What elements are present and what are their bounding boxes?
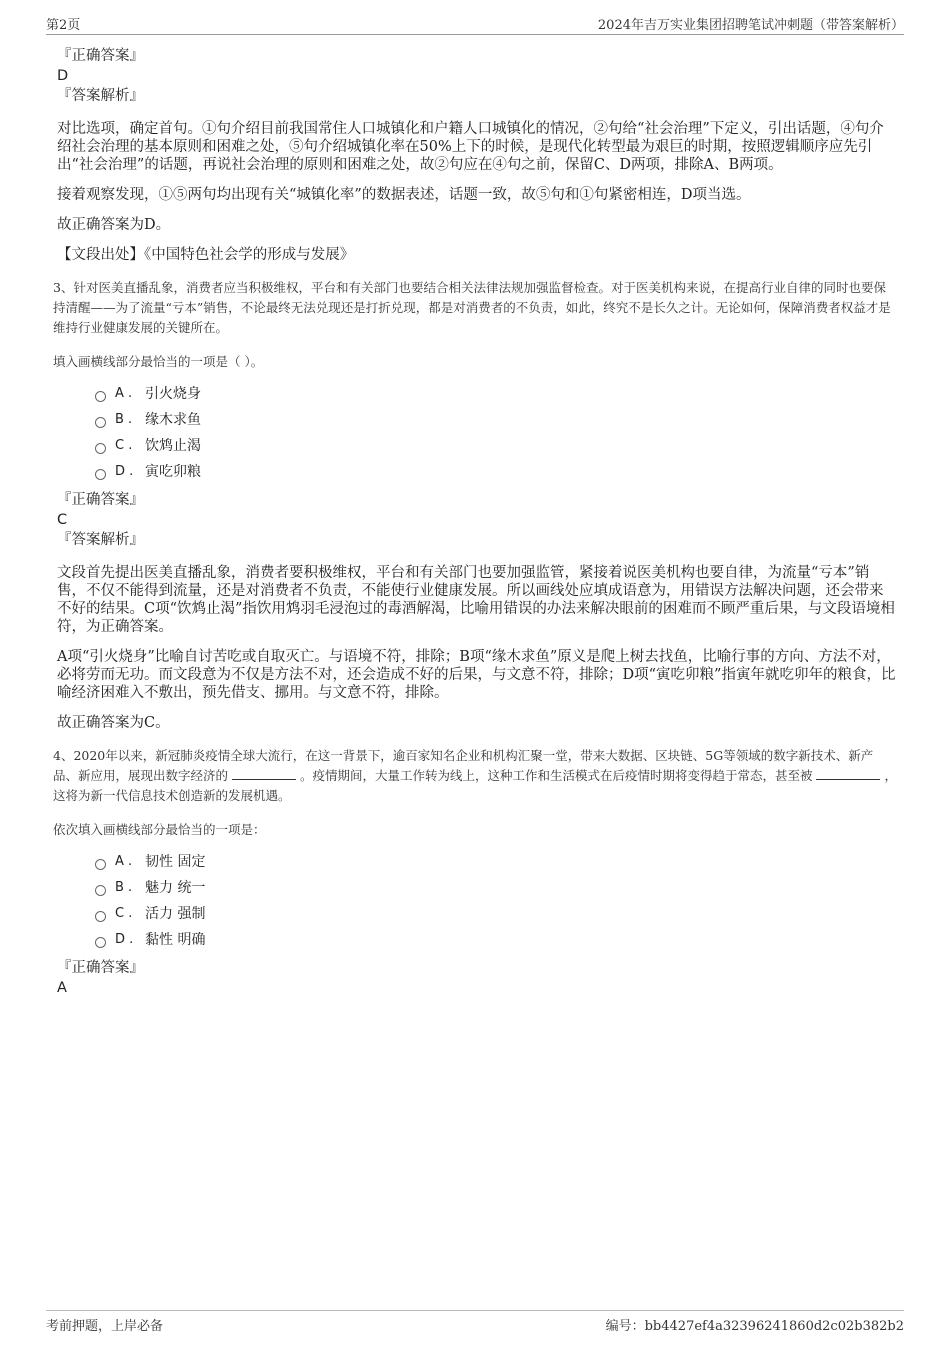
stem-part: ，这将为新一代信息技术创造新的发展机遇。	[53, 768, 897, 803]
option-text: 饮鸩止渴	[145, 438, 201, 454]
option-key: B .	[115, 879, 133, 895]
analysis-label: 『答案解析』	[57, 532, 144, 548]
option-b[interactable]	[95, 874, 897, 900]
option-text: 缘木求鱼	[145, 412, 201, 428]
analysis-paragraph: 文段首先提出医美直播乱象，消费者要积极维权，平台和有关部门也要加强监管，紧接着说医美机构也要自律，为流量“亏本”销售，不仅不能得到流量，还是对消费者不负责，不能使行业健康发展。所以画线处应填成语意为，用错误方法解决问题，还会带来不好的结果。C项“饮鸩止渴”指饮用鸩羽毛浸泡过的毒酒解渴，比喻用错误的办法来解决眼前的困难而不顾严重后果，与文段语境相符，为正确答案。	[57, 565, 895, 635]
options-list	[95, 380, 897, 484]
option-d[interactable]	[95, 926, 897, 952]
option-key: C .	[115, 437, 133, 453]
answer-value: D	[57, 68, 69, 84]
radio-icon[interactable]	[95, 417, 106, 428]
option-text: 黏性 明确	[145, 932, 206, 948]
option-b[interactable]	[95, 406, 897, 432]
radio-icon[interactable]	[95, 443, 106, 454]
option-text: 韧性 固定	[145, 854, 206, 870]
question-stem: 3、针对医美直播乱象，消费者应当积极维权，平台和有关部门也要结合相关法律法规加强监督检查。对于医美机构来说，在提高行业自律的同时也要保持清醒——为了流量“亏本”销售，不论最终无法兑现还是打折兑现，都是对消费者的不负责，如此，终究不是长久之计。无论如何，保障消费者权益才是维持行业健康发展的关键所在。	[53, 280, 891, 335]
analysis-label: 『答案解析』	[57, 88, 144, 104]
option-d[interactable]	[95, 458, 897, 484]
analysis-paragraph: 接着观察发现，①⑤两句均出现有关“城镇化率”的数据表述，话题一致，故⑤句和①句紧密相连，D项当选。	[57, 187, 751, 203]
option-text: 活力 强制	[145, 906, 206, 922]
answer-value: C	[57, 512, 68, 528]
fill-blank	[232, 767, 296, 780]
radio-icon[interactable]	[95, 859, 106, 870]
question-prompt: 依次填入画横线部分最恰当的一项是：	[53, 822, 266, 837]
radio-icon[interactable]	[95, 469, 106, 480]
fill-blank	[816, 767, 880, 780]
answer-label: 『正确答案』	[57, 48, 144, 64]
answer-value: A	[57, 980, 67, 996]
footer-slogan: 考前押题，上岸必备	[46, 1319, 164, 1334]
option-c[interactable]	[95, 432, 897, 458]
radio-icon[interactable]	[95, 937, 106, 948]
option-text: 寅吃卯粮	[145, 464, 201, 480]
radio-icon[interactable]	[95, 885, 106, 896]
answer-label: 『正确答案』	[57, 960, 144, 976]
analysis-paragraph: A项“引火烧身”比喻自讨苦吃或自取灭亡。与语境不符，排除；B项“缘木求鱼”原义是爬上树去找鱼，比喻行事的方向、方法不对，必将劳而无功。而文段意为不仅是方法不对，还会造成不好的后果，与文意不符，排除；D项“寅吃卯粮”指寅年就吃卯年的粮食，比喻经济困难入不敷出，预先借支、挪用。与文意不符，排除。	[57, 649, 896, 701]
option-key: A .	[115, 853, 133, 869]
question-prompt: 填入画横线部分最恰当的一项是（ ）。	[53, 354, 264, 369]
option-key: B .	[115, 411, 133, 427]
stem-part: 4、2020年以来，新冠肺炎疫情全球大流行，在这一背景下，逾百家知名企业和机构汇聚一堂，带来大数据、区块链、5G等领域的数字新技术、新产品、新应用，展现出数字经济的	[53, 748, 874, 783]
page-content	[53, 46, 897, 998]
options-list	[95, 848, 897, 952]
option-text: 引火烧身	[145, 386, 201, 402]
option-key: D .	[115, 463, 134, 479]
question-stem	[53, 746, 897, 806]
radio-icon[interactable]	[95, 911, 106, 922]
document-title: 2024年吉万实业集团招聘笔试冲刺题（带答案解析）	[597, 18, 904, 33]
option-key: C .	[115, 905, 133, 921]
option-key: D .	[115, 931, 134, 947]
page-header	[46, 14, 904, 35]
analysis-conclusion: 故正确答案为C。	[57, 715, 170, 731]
option-key: A .	[115, 385, 133, 401]
radio-icon[interactable]	[95, 391, 106, 402]
analysis-paragraph: 对比选项，确定首句。①句介绍目前我国常住人口城镇化和户籍人口城镇化的情况，②句给“社会治理”下定义，引出话题，④句介绍社会治理的基本原则和困难之处，⑤句介绍城镇化率在50%上下的时候，是现代化转型最为艰巨的时期，按照逻辑顺序应先引出“社会治理”的话题，再说社会治理的原则和困难之处，故②句应在④句之前，保留C、D两项，排除A、B两项。	[57, 121, 884, 173]
page-footer	[46, 1310, 904, 1336]
option-text: 魅力 统一	[145, 880, 206, 896]
option-a[interactable]	[95, 380, 897, 406]
analysis-conclusion: 故正确答案为D。	[57, 217, 171, 233]
stem-part: 。疫情期间，大量工作转为线上，这种工作和生活模式在后疫情时期将变得趋于常态，甚至被	[299, 768, 813, 783]
document-code: 编号：bb4427ef4a32396241860d2c02b382b2	[605, 1319, 904, 1334]
source-line: 【文段出处】《中国特色社会学的形成与发展》	[57, 247, 355, 263]
option-a[interactable]	[95, 848, 897, 874]
page-number: 第2页	[46, 18, 81, 33]
answer-label: 『正确答案』	[57, 492, 144, 508]
option-c[interactable]	[95, 900, 897, 926]
